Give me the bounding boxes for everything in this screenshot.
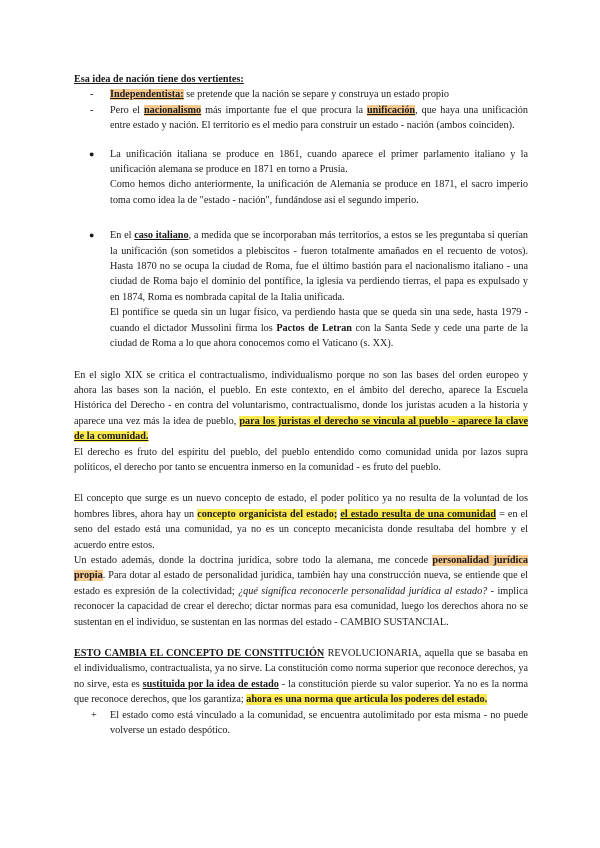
- highlight-comunidad: el estado resulta de una comunidad: [340, 508, 496, 520]
- highlight-independentista: Independentista:: [110, 89, 184, 101]
- highlight-concepto-organicista: concepto organicista del estado;: [197, 508, 338, 520]
- highlight-juristas: para los juristas el derecho se vincula al pueblo - aparece la clave de la comunidad.: [74, 415, 528, 443]
- sustituida-text: sustituida por la idea de estado: [142, 678, 279, 690]
- highlight-norma: ahora es una norma que articula los poderes del estado.: [246, 694, 488, 706]
- dash-marker: -: [90, 104, 94, 116]
- bullet-marker: ●: [89, 148, 95, 159]
- bullet-item: ● En el caso italiano, a medida que se incorporaban más territorios, a estos se les preguntaba si querían la unificación (son sometidos a plebiscitos - fueron totalmente amañados en el recuento de votos). Hasta 1870 no se ocupa la ciudad de Roma, fue el último bastión para el nacionalismo italiano - una ciudad de Roma bajo el dominio del pontífice, la iglesia va perdiendo tierras, el papa es expulsado y en 1874, Roma es nombrada capital de la Italia unificada. El pontífice se queda sin un lugar físico, va perdiendo hasta que se queda sin una sede, hasta 1979 - cuando el dictador Mussolini firma los Pactos de Letran con la Santa Sede y cede una parte de la ciudad de Roma a lo que ahora conocemos como el Vaticano (s. XX).: [89, 230, 529, 350]
- pactos-de-letran: Pactos de Letran: [276, 322, 352, 334]
- paragraph: El concepto que surge es un nuevo concepto de estado, el poder político ya no resulta de la voluntad de los hombres libres, ahora hay un concepto organicista del estado; el estado resulta de una comunidad = en el seno del estado está una comunidad, ya no es un concepto mecanicista donde resultaba del hombre y el acuerdo entre estos. Un estado además, donde la doctrina jurídica, sobre todo la alemana, me concede personalidad jurídica propia. Para dotar al estado de personalidad jurídica, también hay una construcción nueva, se entiende que el estado es expresión de la colectividad; ¿qué significa reconocerle personalidad jurídica al estado? - implica reconocer la capacidad de crear el derecho; dictar normas para esa comunidad, luego los derechos ahora no se sustentan en el individuo, se sustentan en las normas del estado - CAMBIO SUSTANCIAL.: [74, 493, 529, 628]
- dash-marker: -: [90, 89, 94, 101]
- highlight-unificacion: unificación: [366, 104, 416, 116]
- section-heading: Esa idea de nación tiene dos vertientes:: [74, 74, 244, 85]
- question-italic: ¿qué significa reconocerle personalidad jurídica al estado?: [238, 585, 488, 597]
- highlight-personalidad: personalidad jurídica propia: [74, 554, 528, 582]
- document-page: [74, 72, 528, 738]
- plus-marker: +: [91, 709, 97, 721]
- plus-item: + El estado como está vinculado a la comunidad, se encuentra autolimitado por esta misma - no puede volverse un estado despótico.: [91, 709, 528, 737]
- highlight-nacionalismo: nacionalismo: [143, 104, 202, 116]
- bullet-item: ● La unificación italiana se produce en 1861, cuando aparece el primer parlamento italiano y la unificación alemana se produce en 1871 en torno a Prusia. Como hemos dicho anteriormente, la unificación de Alemania se produce en 1871, el sacro imperio toma como idea la de "estado - nación", fundándose así el segundo imperio.: [89, 148, 528, 206]
- paragraph: En el siglo XIX se critica el contractualismo, individualismo porque no son las bases del orden europeo y ahora las bases son la nación, el pueblo. En este contexto, en el ámbito del derecho, aparece la Escuela Histórica del Derecho - en contra del voluntarismo, contractualismo, donde los juristas acuden a la historia y aparece una vez más la idea de pueblo, para los juristas el derecho se vincula al pueblo - aparece la clave de la comunidad. El derecho es fruto del espíritu del pueblo, del pueblo entendido como comunidad unida por lazos supra políticos, el derecho por tanto se encuentra inmerso en la comunidad - es fruto del pueblo.: [74, 369, 528, 473]
- paragraph: ESTO CAMBIA EL CONCEPTO DE CONSTITUCIÓN REVOLUCIONARIA, aquella que se basaba en el individualismo, contractualista, ya no sirve. La constitución como norma superior que reconoce derechos, ya no sirve, esta es sustituida por la idea de estado - la constitución pierde su valor superior. Ya no es la norma que reconoce derechos, que los garantiza; ahora es una norma que articula los poderes del estado.: [74, 648, 528, 706]
- list-item: - Independentista: se pretende que la nación se separe y construya un estado propio: [74, 87, 528, 102]
- list-item: - Pero el nacionalismo más importante fue el que procura la unificación, que haya una unificación entre estado y nación. El territorio es el medio para construir un estado - nación (ambos coinciden).: [90, 104, 528, 132]
- caso-italiano: caso italiano: [134, 230, 189, 242]
- bullet-marker: ●: [89, 230, 95, 241]
- constitucion-heading: ESTO CAMBIA EL CONCEPTO DE CONSTITUCIÓN: [74, 648, 325, 659]
